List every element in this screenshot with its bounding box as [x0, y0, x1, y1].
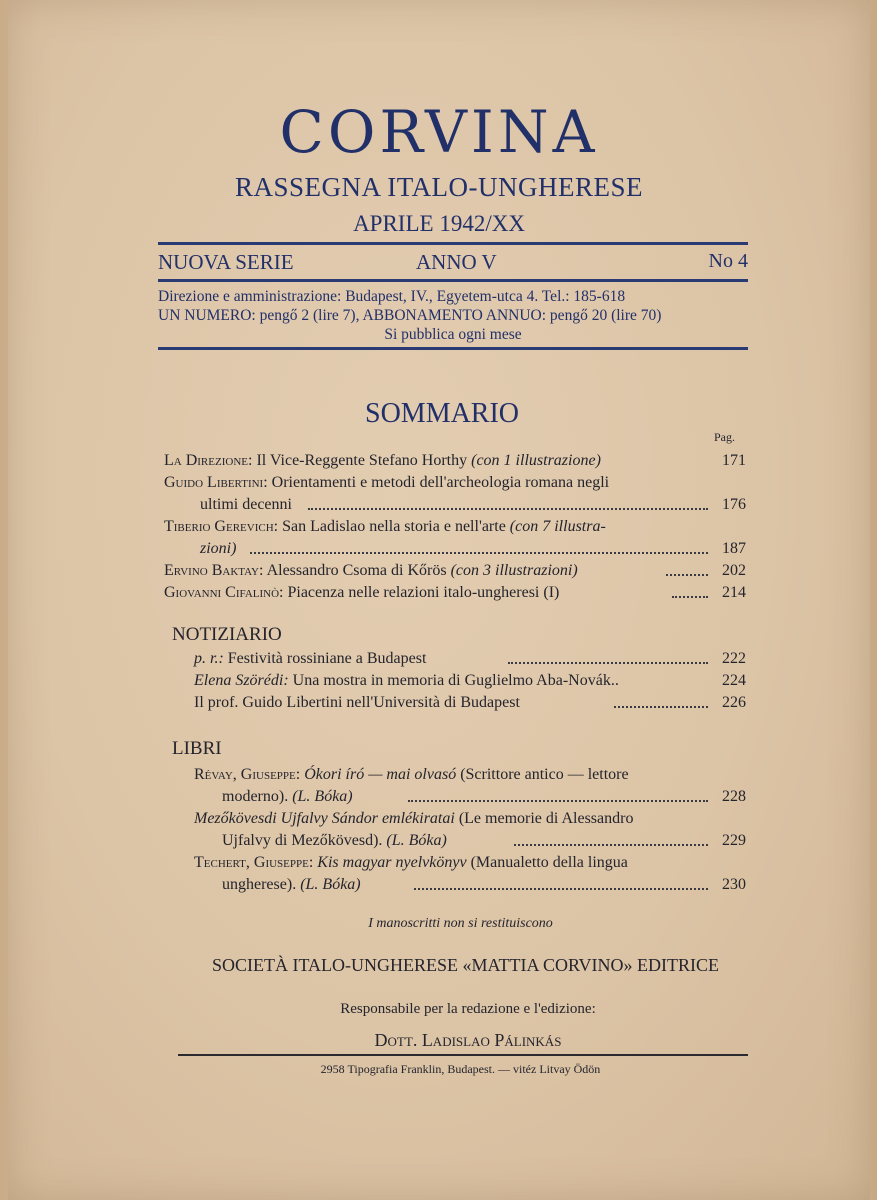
admin-info: Direzione e amministrazione: Budapest, IV., Egyetem-utca 4. Tel.: 185-618 [158, 288, 626, 305]
news-entry [194, 694, 520, 712]
toc-entry [164, 562, 578, 580]
toc-leader [408, 800, 708, 802]
toc-leader [414, 888, 708, 890]
anno-label: ANNO V [416, 250, 497, 274]
toc-author: Giovanni Cifalinò: [164, 584, 284, 601]
book-entry-cont [222, 832, 447, 850]
bottom-rule [158, 347, 748, 350]
toc-note-cont: zioni) [200, 540, 237, 557]
book-entry [194, 766, 629, 784]
book-translation: (Le memorie di Alessandro [458, 810, 634, 827]
book-page: 229 [722, 832, 746, 849]
book-page: 228 [722, 788, 746, 805]
sommario-heading: SOMMARIO [365, 398, 520, 429]
news-title: Festività rossiniane a Budapest [227, 650, 427, 667]
toc-page: 202 [722, 562, 746, 579]
toc-title: Il Vice-Reggente Stefano Horthy [256, 452, 468, 469]
book-title: Kis magyar nyelvkönyv [317, 854, 467, 871]
book-translation: (Scrittore antico — lettore [460, 766, 629, 783]
book-reviewer: (L. Bóka) [300, 876, 361, 893]
book-translation-cont: Ujfalvy di Mezőkövesd). [222, 832, 383, 849]
news-page: 224 [722, 672, 746, 689]
toc-title: Alessandro Csoma di Kőrös [266, 562, 447, 579]
toc-entry [164, 474, 609, 492]
issue-number: No 4 [708, 250, 748, 272]
publisher: SOCIETÀ ITALO-UNGHERESE «MATTIA CORVINO» EDITRICE [211, 955, 720, 975]
pag-label: Pag. [714, 430, 735, 444]
toc-page: 171 [722, 452, 746, 469]
book-title: Mezőkövesdi Ujfalvy Sándor emlékiratai [194, 810, 455, 827]
toc-entry [164, 518, 606, 536]
book-translation: (Manualetto della lingua [470, 854, 628, 871]
toc-entry [164, 584, 559, 602]
series-label: NUOVA SERIE [158, 250, 294, 274]
footer-rule [178, 1054, 748, 1056]
toc-note: (con 3 illustrazioni) [450, 562, 578, 579]
libri-heading: LIBRI [172, 738, 222, 759]
news-page: 222 [722, 650, 746, 667]
book-title: Ókori író — mai olvasó [304, 766, 457, 783]
book-entry [194, 810, 633, 828]
issue-date: APRILE 1942/XX [353, 211, 525, 236]
book-page: 230 [722, 876, 746, 893]
book-entry-cont [222, 788, 353, 806]
toc-title: Orientamenti e metodi dell'archeologia romana negli [271, 474, 610, 491]
news-title: Il prof. Guido Libertini nell'Università di Budapest [194, 694, 520, 711]
toc-page: 214 [722, 584, 746, 601]
book-author: Révay, Giuseppe: [194, 766, 301, 783]
book-translation-cont: ungherese). [222, 876, 297, 893]
journal-page [8, 0, 870, 1200]
toc-leader [250, 552, 708, 554]
toc-page: 187 [722, 540, 746, 557]
news-author: p. r.: [194, 650, 224, 667]
notiziario-heading: NOTIZIARIO [172, 624, 282, 645]
toc-leader [508, 662, 708, 664]
book-reviewer: (L. Bóka) [292, 788, 353, 805]
book-entry [194, 854, 628, 872]
news-page: 226 [722, 694, 746, 711]
mid-rule [158, 279, 748, 282]
responsible-name: Dott. Ladislao Pálinkás [374, 1030, 562, 1050]
news-author: Elena Szörédi: [194, 672, 289, 689]
toc-title-cont: ultimi decenni [200, 496, 292, 513]
book-entry-cont [222, 876, 361, 894]
toc-title: San Ladislao nella storia e nell'arte [282, 518, 506, 535]
toc-author: La Direzione: [164, 452, 253, 469]
frequency-info: Si pubblica ogni mese [384, 326, 522, 343]
journal-title: CORVINA [279, 98, 599, 166]
toc-leader [308, 508, 708, 510]
toc-title: Piacenza nelle relazioni italo-ungheresi (I) [287, 584, 560, 601]
toc-leader [514, 844, 708, 846]
toc-author: Guido Libertini: [164, 474, 268, 491]
toc-note: (con 7 illustra- [509, 518, 606, 535]
book-translation-cont: moderno). [222, 788, 289, 805]
toc-note: (con 1 illustrazione) [471, 452, 601, 469]
toc-author: Tiberio Gerevich: [164, 518, 279, 535]
news-entry [194, 672, 619, 690]
toc-entry [164, 452, 601, 470]
book-author: Techert, Giuseppe: [194, 854, 314, 871]
manuscripts-notice: I manoscritti non si restituiscono [368, 916, 553, 931]
book-reviewer: (L. Bóka) [386, 832, 447, 849]
journal-subtitle: RASSEGNA ITALO-UNGHERESE [234, 172, 644, 202]
news-entry [194, 650, 426, 668]
responsible-label: Responsabile per la redazione e l'edizione: [340, 1001, 596, 1017]
top-rule [158, 242, 748, 245]
toc-page: 176 [722, 496, 746, 513]
news-title: Una mostra in memoria di Guglielmo Aba-Novák.. [292, 672, 619, 689]
price-info: UN NUMERO: pengő 2 (lire 7), ABBONAMENTO ANNUO: pengő 20 (lire 70) [158, 307, 662, 324]
printer-info: 2958 Tipografia Franklin, Budapest. — vitéz Litvay Ödön [320, 1062, 601, 1076]
toc-author: Ervino Baktay: [164, 562, 264, 579]
